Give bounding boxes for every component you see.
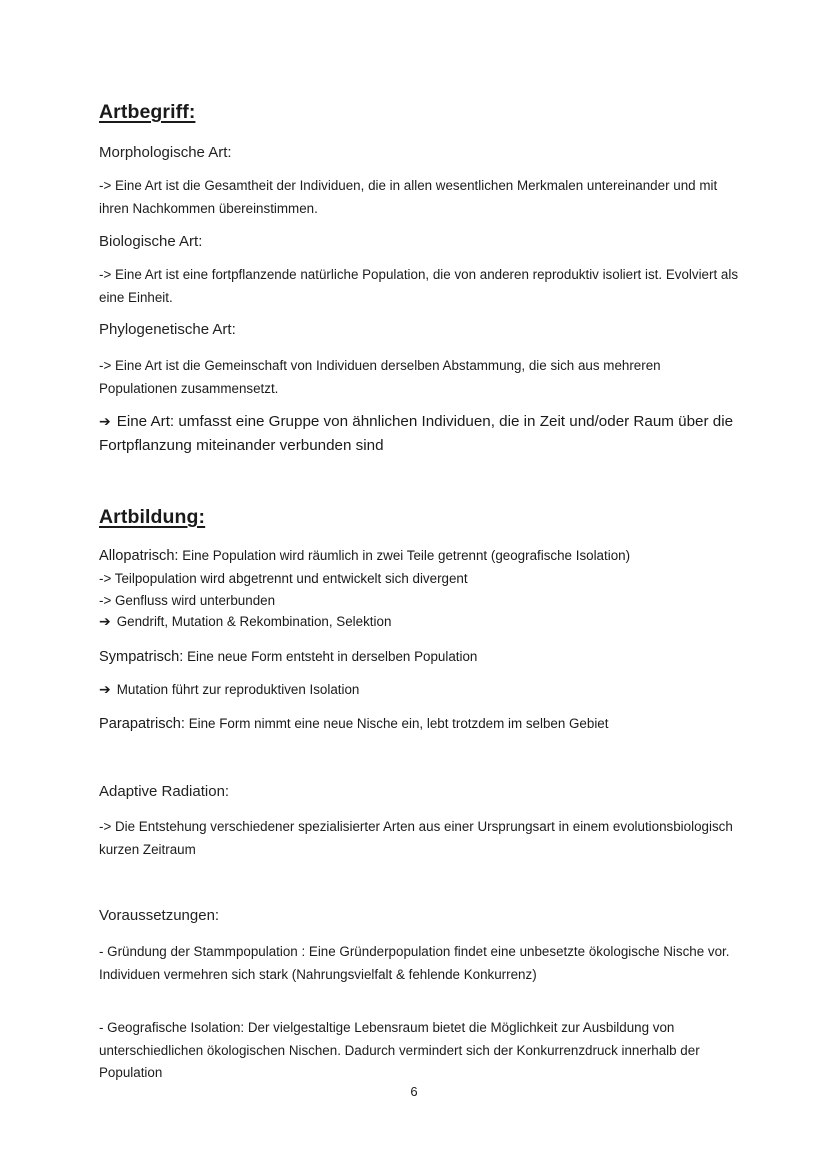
voraussetzungen-title: Voraussetzungen: <box>99 907 220 924</box>
allopatrisch-text: Eine Population wird räumlich in zwei Teile getrennt (geografische Isolation) <box>178 548 631 563</box>
allopatrisch-point-1: -> Teilpopulation wird abgetrennt und entwickelt sich divergent <box>99 571 468 586</box>
conclusion-text: Eine Art: umfasst eine Gruppe von ähnlichen Individuen, die in Zeit und/oder Raum über die Fortpflanzung miteinander verbunden sind <box>99 413 734 454</box>
voraussetzung-item-2: - Geografische Isolation: Der vielgestaltige Lebensraum bietet die Möglichkeit zur Ausbildung von unterschiedlichen ökologischen Nischen. Dadurch vermindert sich der Konkurrenzdruck innerhalb der Population <box>99 1020 700 1080</box>
page-number: 6 <box>410 1084 418 1099</box>
adaptive-radiation-text: -> Die Entstehung verschiedener spezialisierter Arten aus einer Ursprungsart in einem evolutionsbiologisch kurzen Zeitraum <box>99 819 733 857</box>
morphologische-art-text: -> Eine Art ist die Gesamtheit der Individuen, die in allen wesentlichen Merkmalen untereinander und mit ihren Nachkommen übereinstimmen. <box>99 178 718 216</box>
phylogenetische-art-title: Phylogenetische Art: <box>99 321 236 338</box>
art-definition-conclusion <box>99 409 749 458</box>
allopatrisch-point-3 <box>99 611 391 633</box>
parapatrisch-line <box>99 713 608 736</box>
parapatrisch-term: Parapatrisch: <box>99 716 185 732</box>
arrow-right-icon: ➔ <box>99 613 111 629</box>
allopatrisch-point-2: -> Genfluss wird unterbunden <box>99 593 276 608</box>
section-heading-artbegriff: Artbegriff: <box>99 101 196 123</box>
sympatrisch-mutation: Mutation führt zur reproduktiven Isolation <box>116 682 360 697</box>
allopatrisch-term: Allopatrisch: <box>99 548 179 564</box>
arrow-right-icon: ➔ <box>99 413 111 429</box>
sympatrisch-term: Sympatrisch: <box>99 649 184 665</box>
biologische-art-text: -> Eine Art ist eine fortpflanzende natürliche Population, die von anderen reproduktiv isoliert ist. Evolviert als eine Einheit. <box>99 267 739 305</box>
sympatrisch-point <box>99 679 359 701</box>
sympatrisch-line <box>99 646 477 669</box>
allopatrisch-line <box>99 545 630 568</box>
morphologische-art-title: Morphologische Art: <box>99 144 232 161</box>
biologische-art-title: Biologische Art: <box>99 233 203 250</box>
parapatrisch-text: Eine Form nimmt eine neue Nische ein, lebt trotzdem im selben Gebiet <box>184 716 609 731</box>
adaptive-radiation-title: Adaptive Radiation: <box>99 783 230 800</box>
arrow-right-icon: ➔ <box>99 681 111 697</box>
section-heading-artbildung: Artbildung: <box>99 506 206 528</box>
voraussetzung-item-1: - Gründung der Stammpopulation : Eine Gründerpopulation findet eine unbesetzte ökologische Nische vor. Individuen vermehren sich stark (Nahrungsvielfalt & fehlende Konkurrenz) <box>99 944 730 982</box>
allopatrisch-factors: Gendrift, Mutation & Rekombination, Selektion <box>116 614 392 629</box>
phylogenetische-art-text: -> Eine Art ist die Gemeinschaft von Individuen derselben Abstammung, die sich aus mehreren Populationen zusammensetzt. <box>99 358 661 396</box>
sympatrisch-text: Eine neue Form entsteht in derselben Population <box>183 649 478 664</box>
